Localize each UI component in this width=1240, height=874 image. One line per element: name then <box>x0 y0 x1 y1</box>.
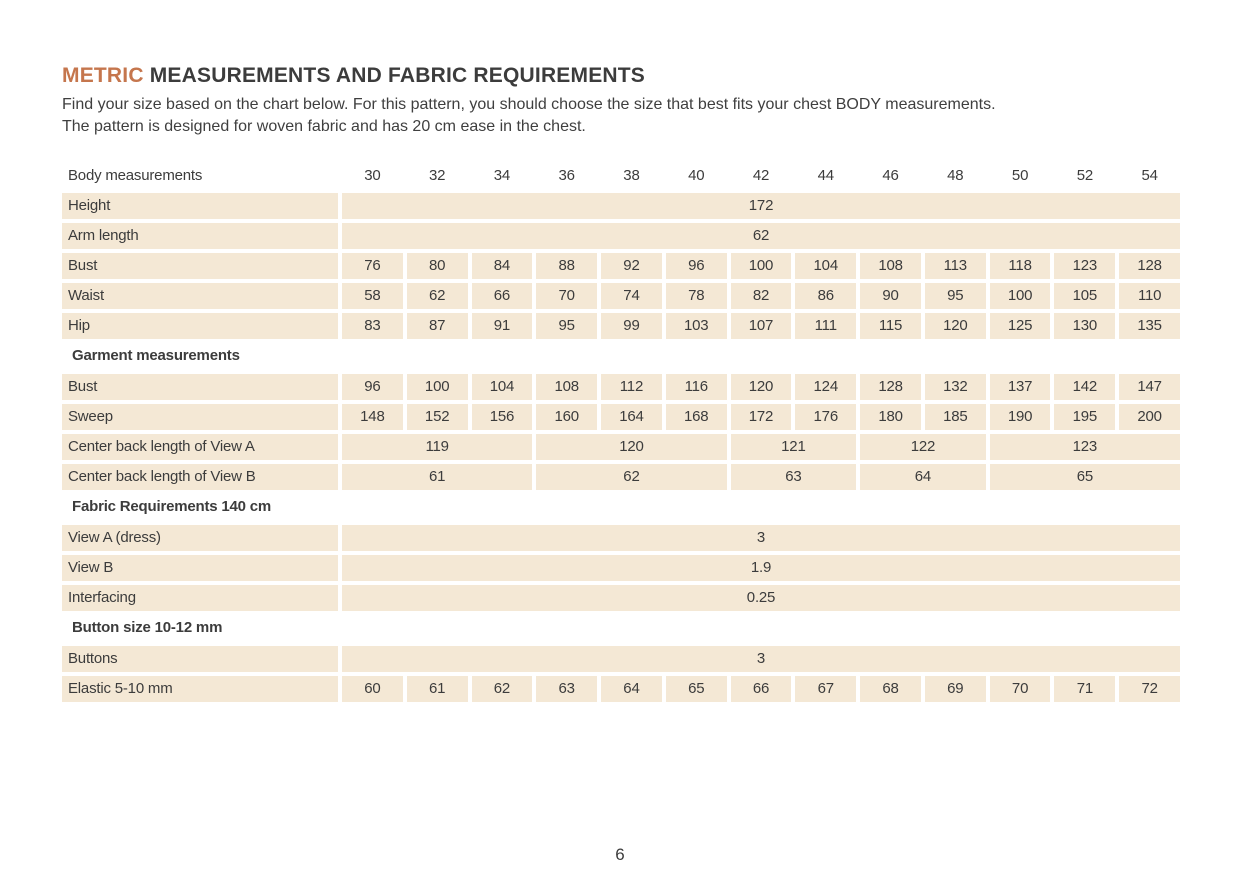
table-cell-merged: 62 <box>536 464 726 490</box>
table-cell: 108 <box>536 374 597 400</box>
table-cell: 172 <box>731 404 792 430</box>
size-header: 30 <box>364 167 381 184</box>
table-header-label: Body measurements <box>68 167 203 184</box>
table-cell: 113 <box>925 253 986 279</box>
table-cell-merged: 120 <box>536 434 726 460</box>
table-row <box>62 374 1180 400</box>
table-cell: 67 <box>795 676 856 702</box>
table-row <box>62 464 1180 490</box>
row-label: Sweep <box>62 404 338 430</box>
table-row <box>62 313 1180 339</box>
table-cell: 128 <box>1119 253 1180 279</box>
row-label: Arm length <box>62 223 338 249</box>
size-header: 44 <box>817 167 834 184</box>
page-title-accent: METRIC <box>62 64 144 87</box>
row-label: Height <box>62 193 338 219</box>
size-header: 42 <box>752 167 770 184</box>
table-cell: 65 <box>666 676 727 702</box>
intro-line-2: The pattern is designed for woven fabric and has 20 cm ease in the chest. <box>62 118 586 135</box>
row-label: Elastic 5-10 mm <box>62 676 338 702</box>
size-header: 48 <box>947 167 964 184</box>
table-cell: 95 <box>536 313 597 339</box>
table-cell-merged: 121 <box>731 434 857 460</box>
table-cell: 78 <box>666 283 727 309</box>
table-cell: 116 <box>666 374 727 400</box>
table-cell: 104 <box>795 253 856 279</box>
row-label: Hip <box>62 313 338 339</box>
table-cell: 90 <box>860 283 921 309</box>
table-row <box>62 283 1180 309</box>
table-cell: 95 <box>925 283 986 309</box>
table-cell: 124 <box>795 374 856 400</box>
table-cell: 82 <box>731 283 792 309</box>
table-cell-merged: 1.9 <box>342 555 1180 581</box>
table-cell: 100 <box>407 374 468 400</box>
table-cell: 108 <box>860 253 921 279</box>
table-cell: 70 <box>536 283 597 309</box>
row-label: Center back length of View B <box>62 464 338 490</box>
size-header: 36 <box>558 167 575 184</box>
table-cell: 168 <box>666 404 727 430</box>
page-title <box>62 64 1180 88</box>
row-label: Bust <box>62 374 338 400</box>
table-cell: 111 <box>795 313 856 339</box>
table-cell: 104 <box>472 374 533 400</box>
table-cell-merged: 123 <box>990 434 1180 460</box>
table-cell: 164 <box>601 404 662 430</box>
table-cell-merged: 172 <box>342 193 1180 219</box>
table-cell: 70 <box>990 676 1051 702</box>
table-cell: 88 <box>536 253 597 279</box>
table-cell: 83 <box>342 313 403 339</box>
table-cell: 185 <box>925 404 986 430</box>
table-cell: 60 <box>342 676 403 702</box>
table-cell-merged: 0.25 <box>342 585 1180 611</box>
table-cell: 120 <box>925 313 986 339</box>
table-cell: 103 <box>666 313 727 339</box>
table-cell: 118 <box>990 253 1051 279</box>
table-row <box>62 223 1180 249</box>
table-cell: 156 <box>472 404 533 430</box>
size-header: 50 <box>1011 167 1029 184</box>
table-cell: 100 <box>731 253 792 279</box>
table-cell: 72 <box>1119 676 1180 702</box>
table-cell: 115 <box>860 313 921 339</box>
table-cell: 68 <box>860 676 921 702</box>
table-cell: 132 <box>925 374 986 400</box>
size-header: 54 <box>1141 167 1158 184</box>
table-cell: 64 <box>601 676 662 702</box>
table-cell: 96 <box>342 374 403 400</box>
table-cell-merged: 64 <box>860 464 986 490</box>
table-cell: 142 <box>1054 374 1115 400</box>
row-label: Center back length of View A <box>62 434 338 460</box>
table-cell: 62 <box>472 676 533 702</box>
table-cell-merged: 3 <box>342 525 1180 551</box>
table-header-row <box>62 163 1180 189</box>
size-header: 46 <box>882 167 899 184</box>
table-cell: 66 <box>731 676 792 702</box>
table-cell: 176 <box>795 404 856 430</box>
table-cell: 91 <box>472 313 533 339</box>
table-cell: 147 <box>1119 374 1180 400</box>
row-label: Waist <box>62 283 338 309</box>
table-cell: 148 <box>342 404 403 430</box>
table-cell-merged: 119 <box>342 434 532 460</box>
table-cell: 180 <box>860 404 921 430</box>
table-row <box>62 193 1180 219</box>
page-title-rest: MEASUREMENTS AND FABRIC REQUIREMENTS <box>143 64 646 87</box>
table-cell: 61 <box>407 676 468 702</box>
table-cell: 87 <box>407 313 468 339</box>
table-cell-merged: 63 <box>731 464 857 490</box>
table-cell: 58 <box>342 283 403 309</box>
table-cell: 84 <box>472 253 533 279</box>
measurements-table <box>62 163 1180 702</box>
table-cell: 152 <box>407 404 468 430</box>
table-cell: 137 <box>990 374 1051 400</box>
table-cell: 107 <box>731 313 792 339</box>
table-cell-merged: 61 <box>342 464 532 490</box>
table-cell: 96 <box>666 253 727 279</box>
table-cell: 135 <box>1119 313 1180 339</box>
table-cell-merged: 3 <box>342 646 1180 672</box>
table-cell: 200 <box>1119 404 1180 430</box>
table-row <box>62 585 1180 611</box>
table-row <box>62 555 1180 581</box>
size-header: 38 <box>623 167 640 184</box>
table-cell: 100 <box>990 283 1051 309</box>
table-cell: 120 <box>731 374 792 400</box>
table-row <box>62 253 1180 279</box>
table-cell: 105 <box>1054 283 1115 309</box>
table-cell: 160 <box>536 404 597 430</box>
table-cell: 112 <box>601 374 662 400</box>
table-cell: 80 <box>407 253 468 279</box>
table-cell-merged: 122 <box>860 434 986 460</box>
size-header: 32 <box>429 167 446 184</box>
table-cell: 66 <box>472 283 533 309</box>
intro-line-1: Find your size based on the chart below. For this pattern, you should choose the size that best fits your chest BODY measurements. <box>62 96 996 113</box>
section-header: Button size 10-12 mm <box>72 619 223 636</box>
row-label: View B <box>62 555 338 581</box>
table-cell: 190 <box>990 404 1051 430</box>
row-label: View A (dress) <box>62 525 338 551</box>
table-cell: 92 <box>601 253 662 279</box>
table-cell: 86 <box>795 283 856 309</box>
table-cell-merged: 62 <box>342 223 1180 249</box>
table-cell: 71 <box>1054 676 1115 702</box>
section-header: Fabric Requirements 140 cm <box>72 498 272 515</box>
table-row <box>62 676 1180 702</box>
table-cell: 130 <box>1054 313 1115 339</box>
page-number: 6 <box>615 845 625 864</box>
section-header: Garment measurements <box>72 347 240 364</box>
size-header: 52 <box>1076 167 1093 184</box>
table-cell-merged: 65 <box>990 464 1180 490</box>
table-cell: 62 <box>407 283 468 309</box>
table-cell: 128 <box>860 374 921 400</box>
size-header: 34 <box>493 167 511 184</box>
table-cell: 195 <box>1054 404 1115 430</box>
size-header: 40 <box>688 167 705 184</box>
table-row <box>62 404 1180 430</box>
table-cell: 74 <box>601 283 662 309</box>
row-label: Interfacing <box>62 585 338 611</box>
table-row <box>62 646 1180 672</box>
table-cell: 125 <box>990 313 1051 339</box>
table-cell: 76 <box>342 253 403 279</box>
table-cell: 69 <box>925 676 986 702</box>
row-label: Buttons <box>62 646 338 672</box>
table-cell: 110 <box>1119 283 1180 309</box>
table-row <box>62 525 1180 551</box>
table-cell: 99 <box>601 313 662 339</box>
table-cell: 63 <box>536 676 597 702</box>
table-cell: 123 <box>1054 253 1115 279</box>
row-label: Bust <box>62 253 338 279</box>
table-row <box>62 434 1180 460</box>
